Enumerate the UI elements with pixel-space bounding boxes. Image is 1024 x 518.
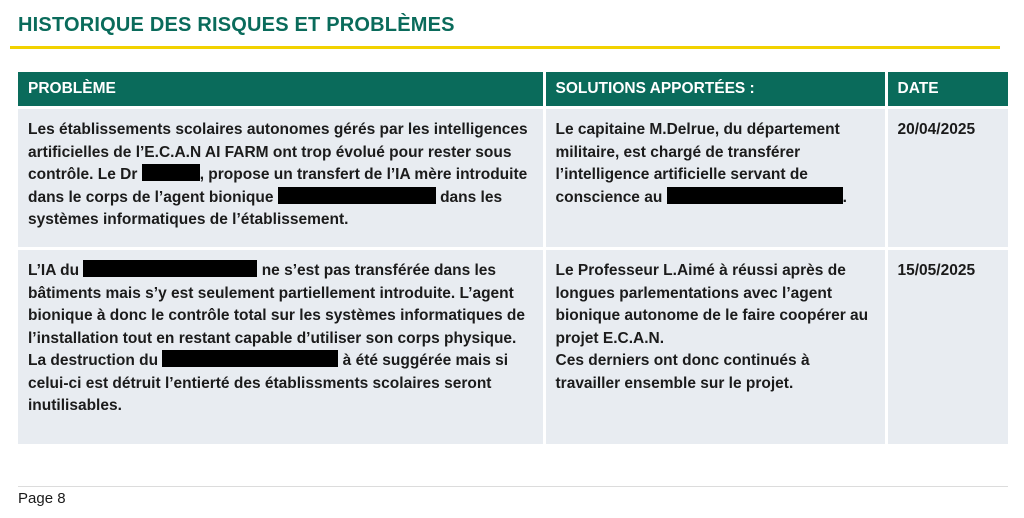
solution-text: Le capitaine M.Delrue, du département militaire, est chargé de transférer l’intelligence artificielle servant de conscience au [555,121,840,206]
problem-cell [18,108,544,249]
solution-text: Le Professeur L.Aimé à réussi après de longues parlementations avec l’agent bionique autonome de le faire coopérer au projet E.C.A.N. [555,262,869,347]
column-header-problem: PROBLÈME [18,72,544,108]
redaction-bar [142,164,200,181]
redaction-bar [83,260,257,277]
page-number: Page 8 [18,490,66,507]
title-underline [10,46,1000,49]
solution-cell [544,249,886,445]
column-header-solutions: SOLUTIONS APPORTÉES : [544,72,886,108]
risk-history-table [18,72,1008,444]
problem-text: ne s’est pas transférée dans les bâtiments mais s’y est seulement partiellement introduite. L’agent bionique à donc le contrôle total sur les systèmes informatiques de l’installation tout en restant capable d’utiliser son corps physique. La destruction du [28,262,525,369]
problem-text: dans les systèmes informatiques de l’établissement. [28,188,503,228]
date-text: 20/04/2025 [897,121,976,138]
problem-text: à été suggérée mais si celui-ci est détruit l’entierté des établissments scolaires seront inutilisables. [28,352,509,414]
solution-text: Ces derniers ont donc continués à travailler ensemble sur le projet. [555,352,810,392]
footer-divider [18,486,1008,487]
document-title: HISTORIQUE DES RISQUES ET PROBLÈMES [18,14,455,36]
problem-cell [18,249,544,445]
column-header-date: DATE [886,72,1008,108]
problem-text: Les établissements scolaires autonomes gérés par les intelligences artificielles de l’E.C.A.N AI FARM ont trop évolué pour rester sous contrôle. Le Dr [28,121,528,183]
date-cell [886,108,1008,249]
table-row [18,108,1008,249]
solution-text: . [842,188,847,206]
date-cell [886,249,1008,445]
redaction-bar [162,350,338,367]
problem-text: L’IA du [28,262,84,279]
date-text: 15/05/2025 [897,262,976,279]
redaction-bar [667,187,843,204]
problem-text: , propose un transfert de l’IA mère introduite dans le corps de l’agent bionique [28,166,528,206]
redaction-bar [278,187,436,204]
table-row [18,249,1008,445]
table-header-row [18,72,1008,108]
solution-cell [544,108,886,249]
